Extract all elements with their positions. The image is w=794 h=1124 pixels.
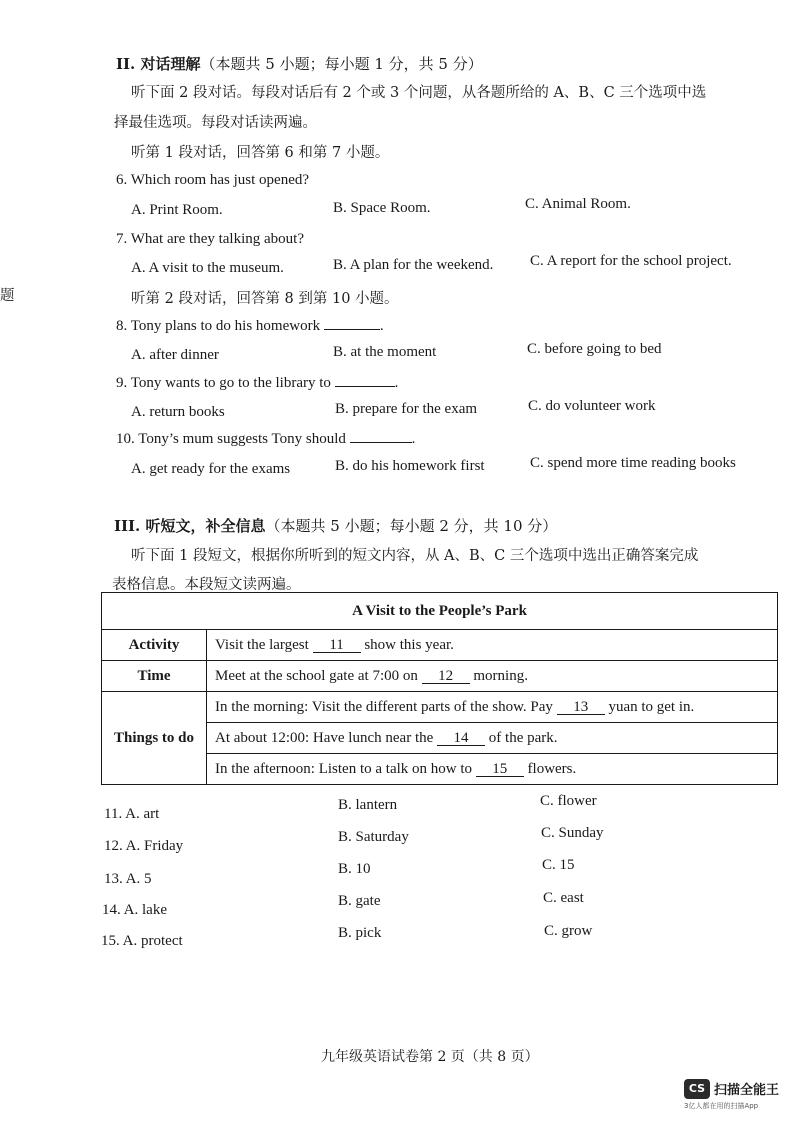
q13-option-c: C. 15 bbox=[542, 857, 575, 873]
q10-option-b: B. do his homework first bbox=[335, 458, 485, 474]
section3-note: （本题共 5 小题；每小题 2 分，共 10 分） bbox=[265, 517, 558, 535]
question-7: 7. What are they talking about? bbox=[116, 231, 304, 247]
section3-title: III. 听短文，补全信息 bbox=[114, 517, 266, 535]
q14-option-c: C. east bbox=[543, 890, 584, 906]
question-9-end: . bbox=[394, 375, 399, 391]
table-title: A Visit to the People’s Park bbox=[102, 593, 778, 630]
q8-option-c: C. before going to bed bbox=[527, 341, 662, 357]
q14-option-b: B. gate bbox=[338, 893, 381, 909]
q9-option-a: A. return books bbox=[131, 404, 225, 420]
question-8-blank bbox=[324, 329, 380, 330]
q15-option-c: C. grow bbox=[544, 923, 593, 939]
section2-intro-line1: 听下面 2 段对话。每段对话后有 2 个或 3 个问题，从各题所给的 A、B、C 三个选项中选 bbox=[131, 85, 707, 101]
q11-option-b: B. lantern bbox=[338, 797, 398, 813]
row-content-afternoon bbox=[207, 754, 778, 785]
row-text: yuan to get in. bbox=[608, 698, 695, 715]
question-9-blank bbox=[335, 386, 395, 387]
table-row bbox=[102, 661, 778, 692]
row-text: In the morning: Visit the different parts of the show. Pay bbox=[215, 698, 553, 715]
cs-logo-icon: CS bbox=[684, 1079, 710, 1099]
blank-11: 11 bbox=[313, 638, 361, 653]
row-text: Visit the largest bbox=[215, 636, 309, 653]
row-text: of the park. bbox=[488, 729, 558, 746]
q8-option-b: B. at the moment bbox=[333, 344, 437, 360]
q6-option-c: C. Animal Room. bbox=[525, 196, 631, 212]
q10-option-a: A. get ready for the exams bbox=[131, 461, 291, 477]
q6-option-b: B. Space Room. bbox=[333, 200, 431, 216]
row-content-noon bbox=[207, 723, 778, 754]
margin-char: 题 bbox=[0, 288, 15, 304]
question-9-text: 9. Tony wants to go to the library to bbox=[116, 375, 331, 391]
section2-intro-line2: 择最佳选项。每段对话读两遍。 bbox=[114, 115, 317, 131]
section3-intro-line2: 表格信息。本段短文读两遍。 bbox=[112, 577, 301, 593]
q13-option-a: 13. A. 5 bbox=[104, 871, 152, 887]
q15-option-a: 15. A. protect bbox=[101, 933, 183, 949]
q11-option-c: C. flower bbox=[540, 793, 597, 809]
row-content-time bbox=[207, 661, 778, 692]
table-row bbox=[102, 692, 778, 723]
question-9 bbox=[116, 375, 398, 392]
info-table bbox=[101, 592, 778, 785]
blank-12: 12 bbox=[422, 669, 470, 684]
section2-note: （本题共 5 小题；每小题 1 分，共 5 分） bbox=[200, 55, 483, 73]
question-6: 6. Which room has just opened? bbox=[116, 172, 310, 188]
page-footer: 九年级英语试卷第 2 页（共 8 页） bbox=[321, 1049, 539, 1065]
section2-title: II. 对话理解 bbox=[116, 55, 201, 73]
dialog2-intro: 听第 2 段对话，回答第 8 到第 10 小题。 bbox=[131, 291, 399, 307]
q15-option-b: B. pick bbox=[338, 925, 382, 941]
row-text: morning. bbox=[473, 667, 528, 684]
q9-option-b: B. prepare for the exam bbox=[335, 401, 478, 417]
row-text: show this year. bbox=[364, 636, 454, 653]
q7-option-b: B. A plan for the weekend. bbox=[333, 257, 494, 273]
blank-14: 14 bbox=[437, 731, 485, 746]
row-text: At about 12:00: Have lunch near the bbox=[215, 729, 434, 746]
question-10-blank bbox=[350, 442, 412, 443]
q12-option-c: C. Sunday bbox=[541, 825, 604, 841]
scanner-watermark bbox=[684, 1078, 779, 1111]
question-10-text: 10. Tony’s mum suggests Tony should bbox=[116, 431, 346, 447]
section3-heading bbox=[114, 515, 557, 536]
question-8-text: 8. Tony plans to do his homework bbox=[116, 318, 321, 334]
table-row bbox=[102, 630, 778, 661]
row-text: Meet at the school gate at 7:00 on bbox=[215, 667, 418, 684]
q14-option-a: 14. A. lake bbox=[102, 902, 167, 918]
q12-option-a: 12. A. Friday bbox=[104, 838, 184, 854]
row-text: In the afternoon: Listen to a talk on how to bbox=[215, 760, 473, 777]
row-content-activity bbox=[207, 630, 778, 661]
question-10 bbox=[116, 431, 415, 448]
q13-option-b: B. 10 bbox=[338, 861, 371, 877]
watermark-sub: 3亿人都在用的扫描App bbox=[684, 1101, 759, 1110]
blank-15: 15 bbox=[476, 762, 524, 777]
section2-heading bbox=[116, 53, 483, 74]
row-label-things-to-do: Things to do bbox=[102, 692, 207, 785]
q12-option-b: B. Saturday bbox=[338, 829, 409, 845]
q11-option-a: 11. A. art bbox=[104, 806, 160, 822]
question-8 bbox=[116, 318, 384, 335]
q6-option-a: A. Print Room. bbox=[131, 202, 223, 218]
row-text: flowers. bbox=[527, 760, 577, 777]
dialog1-intro: 听第 1 段对话，回答第 6 和第 7 小题。 bbox=[131, 145, 390, 161]
question-10-end: . bbox=[411, 431, 416, 447]
question-8-end: . bbox=[379, 318, 384, 334]
q7-option-c: C. A report for the school project. bbox=[530, 253, 732, 269]
watermark-name: 扫描全能王 bbox=[714, 1083, 780, 1098]
row-label-activity: Activity bbox=[102, 630, 207, 661]
q8-option-a: A. after dinner bbox=[131, 347, 219, 363]
q9-option-c: C. do volunteer work bbox=[528, 398, 656, 414]
section3-intro-line1: 听下面 1 段短文，根据你所听到的短文内容，从 A、B、C 三个选项中选出正确答案完成 bbox=[131, 548, 699, 564]
blank-13: 13 bbox=[557, 700, 605, 715]
q7-option-a: A. A visit to the museum. bbox=[131, 260, 284, 276]
row-content-morning bbox=[207, 692, 778, 723]
q10-option-c: C. spend more time reading books bbox=[530, 455, 736, 471]
row-label-time: Time bbox=[102, 661, 207, 692]
